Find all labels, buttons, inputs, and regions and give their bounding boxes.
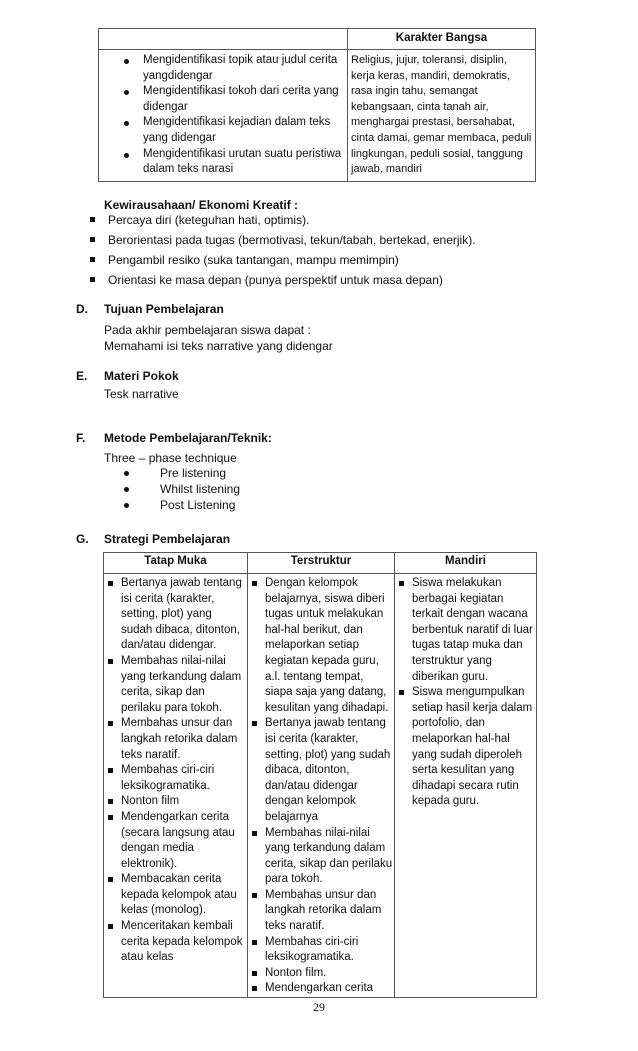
technique-item: Post Listening [104, 497, 240, 513]
section-e-letter: E. [76, 369, 88, 383]
kewirausahaan-item: Percaya diri (keteguhan hati, optimis). [90, 210, 476, 230]
indicator-item: Mengidentifikasi urutan suatu peristiwa dalam teks narasi [143, 147, 345, 178]
section-d-title: Tujuan Pembelajaran [104, 302, 224, 316]
technique-item: Whilst listening [104, 481, 240, 497]
header-tatap-muka: Tatap Muka [104, 553, 248, 574]
terstruktur-item: Membahas nilai-nilai yang terkandung dalam cerita, sikap dan perilaku para tokoh. [265, 826, 393, 888]
indicator-item: Mengidentifikasi kejadian dalam teks yang didengar [143, 115, 345, 146]
tatap-muka-item: Membahas nilai-nilai yang terkandung dalam cerita, sikap dan perilaku para tokoh. [121, 654, 246, 716]
terstruktur-item: Bertanya jawab tentang isi cerita (karakter, setting, plot) yang sudah dibaca, ditonton, dan/atau didengar dengan kelompok belajarnya [265, 716, 393, 825]
mandiri-cell [395, 574, 537, 998]
tatap-muka-list [105, 576, 246, 966]
tatap-muka-item: Mendengarkan cerita (secara langsung atau dengan media elektronik). [121, 810, 246, 872]
terstruktur-cell [248, 574, 395, 998]
tatap-muka-item: Menceritakan kembali cerita kepada kelompok atau kelas [121, 919, 246, 966]
terstruktur-item: Dengan kelompok belajarnya, siswa diberi tugas untuk melakukan hal-hal berikut, dan melaporkan setiap kegiatan kepada guru, a.l. tentang tempat, siapa saja yang datang, kesulitan yang dihadapi. [265, 576, 393, 716]
section-f-letter: F. [76, 431, 86, 445]
header-mandiri: Mandiri [395, 553, 537, 574]
kewirausahaan-item: Berorientasi pada tugas (bermotivasi, tekun/tabah, bertekad, enerjik). [90, 230, 476, 250]
tatap-muka-cell [104, 574, 248, 998]
strategi-table [103, 552, 537, 998]
section-f-title: Metode Pembelajaran/Teknik: [104, 431, 272, 445]
top-table-left-header [99, 29, 348, 50]
terstruktur-item: Nonton film. [265, 966, 393, 982]
tatap-muka-item: Membacakan cerita kepada kelompok atau kelas (monolog). [121, 872, 246, 919]
indicator-item: Mengidentifikasi tokoh dari cerita yang didengar [143, 84, 345, 115]
mandiri-item: Siswa melakukan berbagai kegiatan terkait dengan wacana berbentuk naratif di luar tugas tatap muka dan terstruktur yang diberikan guru. [412, 576, 535, 685]
section-f-intro: Three – phase technique [104, 451, 237, 465]
header-terstruktur: Terstruktur [248, 553, 395, 574]
kewirausahaan-title: Kewirausahaan/ Ekonomi Kreatif : [104, 198, 299, 212]
mandiri-list [396, 576, 535, 810]
section-g-letter: G. [76, 532, 89, 546]
indicator-list [99, 53, 345, 178]
section-d-letter: D. [76, 302, 88, 316]
terstruktur-item: Membahas unsur dan langkah retorika dalam teks naratif. [265, 888, 393, 935]
indicator-item: Mengidentifikasi topik atau judul cerita yangdidengar [143, 53, 345, 84]
kewirausahaan-list [90, 210, 476, 290]
section-e-text: Tesk narrative [104, 387, 179, 401]
tatap-muka-item: Membahas ciri-ciri leksikogramatika. [121, 763, 246, 794]
terstruktur-item: Mendengarkan cerita [265, 981, 393, 997]
technique-list [104, 465, 240, 513]
page-number: 29 [313, 1000, 325, 1014]
section-d-line2: Memahami isi teks narrative yang didengar [104, 339, 333, 353]
section-e-title: Materi Pokok [104, 369, 179, 383]
kewirausahaan-item: Pengambil resiko (suka tantangan, mampu memimpin) [90, 250, 476, 270]
technique-item: Pre listening [104, 465, 240, 481]
kewirausahaan-item: Orientasi ke masa depan (punya perspektif untuk masa depan) [90, 270, 476, 290]
tatap-muka-item: Nonton film [121, 794, 246, 810]
section-g-title: Strategi Pembelajaran [104, 532, 231, 546]
tatap-muka-item: Bertanya jawab tentang isi cerita (karakter, setting, plot) yang sudah dibaca, ditonton, dan/atau didengar. [121, 576, 246, 654]
tatap-muka-item: Membahas unsur dan langkah retorika dalam teks naratif. [121, 716, 246, 763]
karakter-bangsa-table [98, 28, 536, 182]
karakter-bangsa-header: Karakter Bangsa [348, 29, 536, 50]
terstruktur-list [249, 576, 393, 997]
mandiri-item: Siswa mengumpulkan setiap hasil kerja dalam portofolio, dan melaporkan hal-hal yang sudah diperoleh serta kesulitan yang dihadapi secara rutin kepada guru. [412, 685, 535, 810]
karakter-bangsa-values: Religius, jujur, toleransi, disiplin, kerja keras, mandiri, demokratis, rasa ingin tahu, semangat kebangsaan, cinta tanah air, menghargai prestasi, bersahabat, cinta damai, gemar membaca, peduli lingkungan, peduli sosial, tanggung jawab, mandiri [348, 50, 536, 182]
section-d-line1: Pada akhir pembelajaran siswa dapat : [104, 323, 311, 337]
indicator-cell [99, 50, 348, 182]
terstruktur-item: Membahas ciri-ciri leksikogramatika. [265, 935, 393, 966]
